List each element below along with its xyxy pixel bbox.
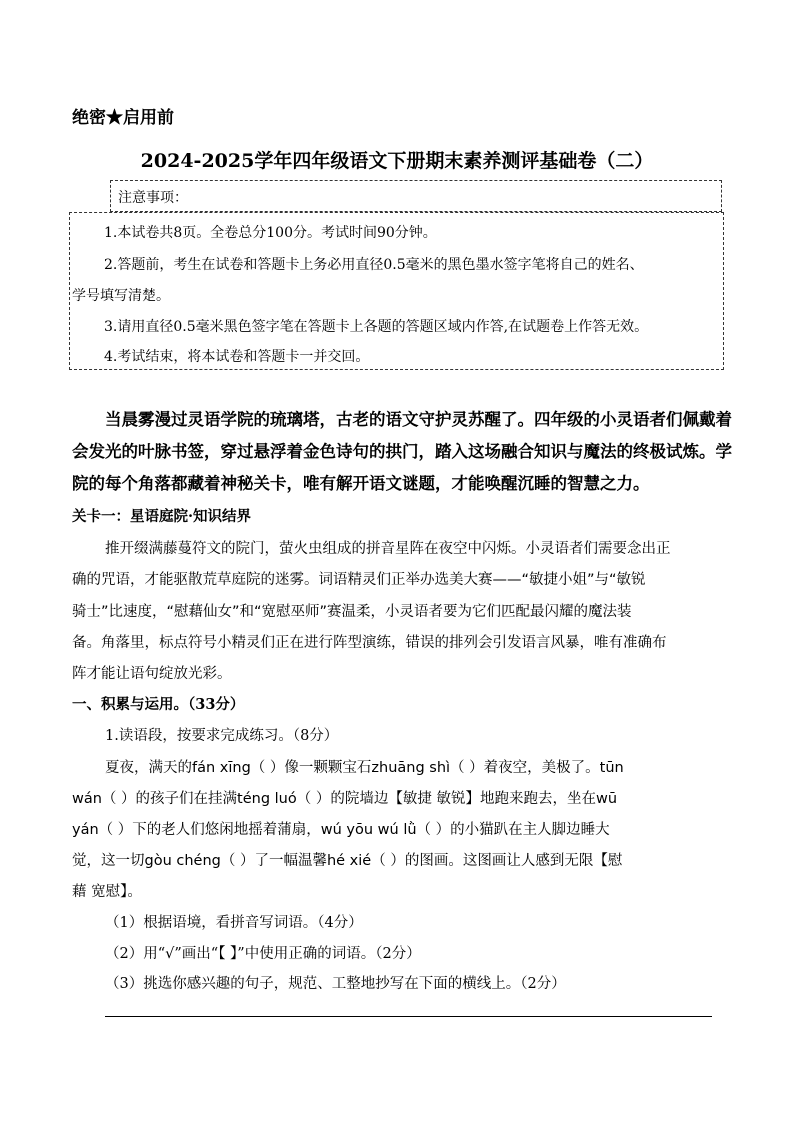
notice-item: 1.本试卷共8页。全卷总分100分。考试时间90分钟。 — [104, 225, 437, 241]
intro-line: 院的每个角落都藏着神秘关卡，唯有解开语文谜题，才能唤醒沉睡的智慧之力。 — [72, 474, 650, 493]
level1-line: 备。角落里，标点符号小精灵们正在进行阵型演练，错误的排列会引发语言风暴，唯有准确布 — [72, 635, 667, 651]
notice-heading: 注意事项： — [118, 190, 188, 206]
passage-line: 夏夜，满天的fán xīng（ ）像一颗颗宝石zhuāng shì（ ）着夜空，美极了。tūn — [105, 760, 624, 776]
level1-title: 关卡一：星语庭院·知识结界 — [72, 508, 252, 525]
intro-line: 会发光的叶脉书签，穿过悬浮着金色诗句的拱门，踏入这场融合知识与魔法的终极试炼。学 — [72, 442, 732, 461]
level1-line: 推开缀满藤蔓符文的院门，萤火虫组成的拼音星阵在夜空中闪烁。小灵语者们需要念出正 — [105, 541, 671, 557]
section-title: 一、积累与运用。（33分） — [72, 696, 245, 713]
exam-title: 2024-2025学年四年级语文下册期末素养测评基础卷（二） — [140, 150, 654, 172]
notice-item: 2.答题前，考生在试卷和答题卡上务必用直径0.5毫米的黑色墨水签字笔将自己的姓名、 — [104, 257, 644, 273]
question-1: 1.读语段，按要求完成练习。（8分） — [105, 728, 339, 744]
level1-line: 确的咒语，才能驱散荒草庭院的迷雾。词语精灵们正举办选美大赛——“敏捷小姐”与“敏锐 — [72, 572, 646, 588]
secret-mark: 绝密★启用前 — [72, 108, 174, 128]
passage-line: 觉，这一切gòu chéng（ ）了一幅温馨hé xié（ ）的图画。这图画让人感到无限【慰 — [72, 853, 623, 869]
answer-line[interactable] — [105, 1016, 712, 1017]
level1-line: 骑士”比速度，“慰藉仙女”和“宽慰巫师”赛温柔，小灵语者要为它们匹配最闪耀的魔法装 — [72, 604, 632, 620]
intro-line: 当晨雾漫过灵语学院的琉璃塔，古老的语文守护灵苏醒了。四年级的小灵语者们佩戴着 — [105, 410, 732, 429]
notice-heading-box — [110, 180, 722, 212]
notice-item: 4.考试结束，将本试卷和答题卡一并交回。 — [104, 349, 370, 365]
sub-question: （3）挑选你感兴趣的句子，规范、工整地抄写在下面的横线上。（2分） — [105, 976, 566, 992]
sub-question: （1）根据语境，看拼音写词语。（4分） — [105, 915, 363, 931]
level1-line: 阵才能让语句绽放光彩。 — [72, 666, 232, 682]
sub-question: （2）用“√”画出“【 】”中使用正确的词语。（2分） — [105, 946, 421, 962]
notice-item: 3.请用直径0.5毫米黑色签字笔在答题卡上各题的答题区域内作答,在试题卷上作答无效。 — [104, 319, 649, 335]
notice-item: 学号填写清楚。 — [72, 288, 170, 304]
passage-line: wán（ ）的孩子们在挂满téng luó（ ）的院墙边【敏捷 敏锐】地跑来跑去，坐在wū — [72, 791, 618, 807]
passage-line: yán（ ）下的老人们悠闲地摇着蒲扇，wú yōu wú lǜ（ ）的小猫趴在主人脚边睡大 — [72, 822, 610, 838]
passage-line: 藉 宽慰】。 — [72, 884, 142, 900]
